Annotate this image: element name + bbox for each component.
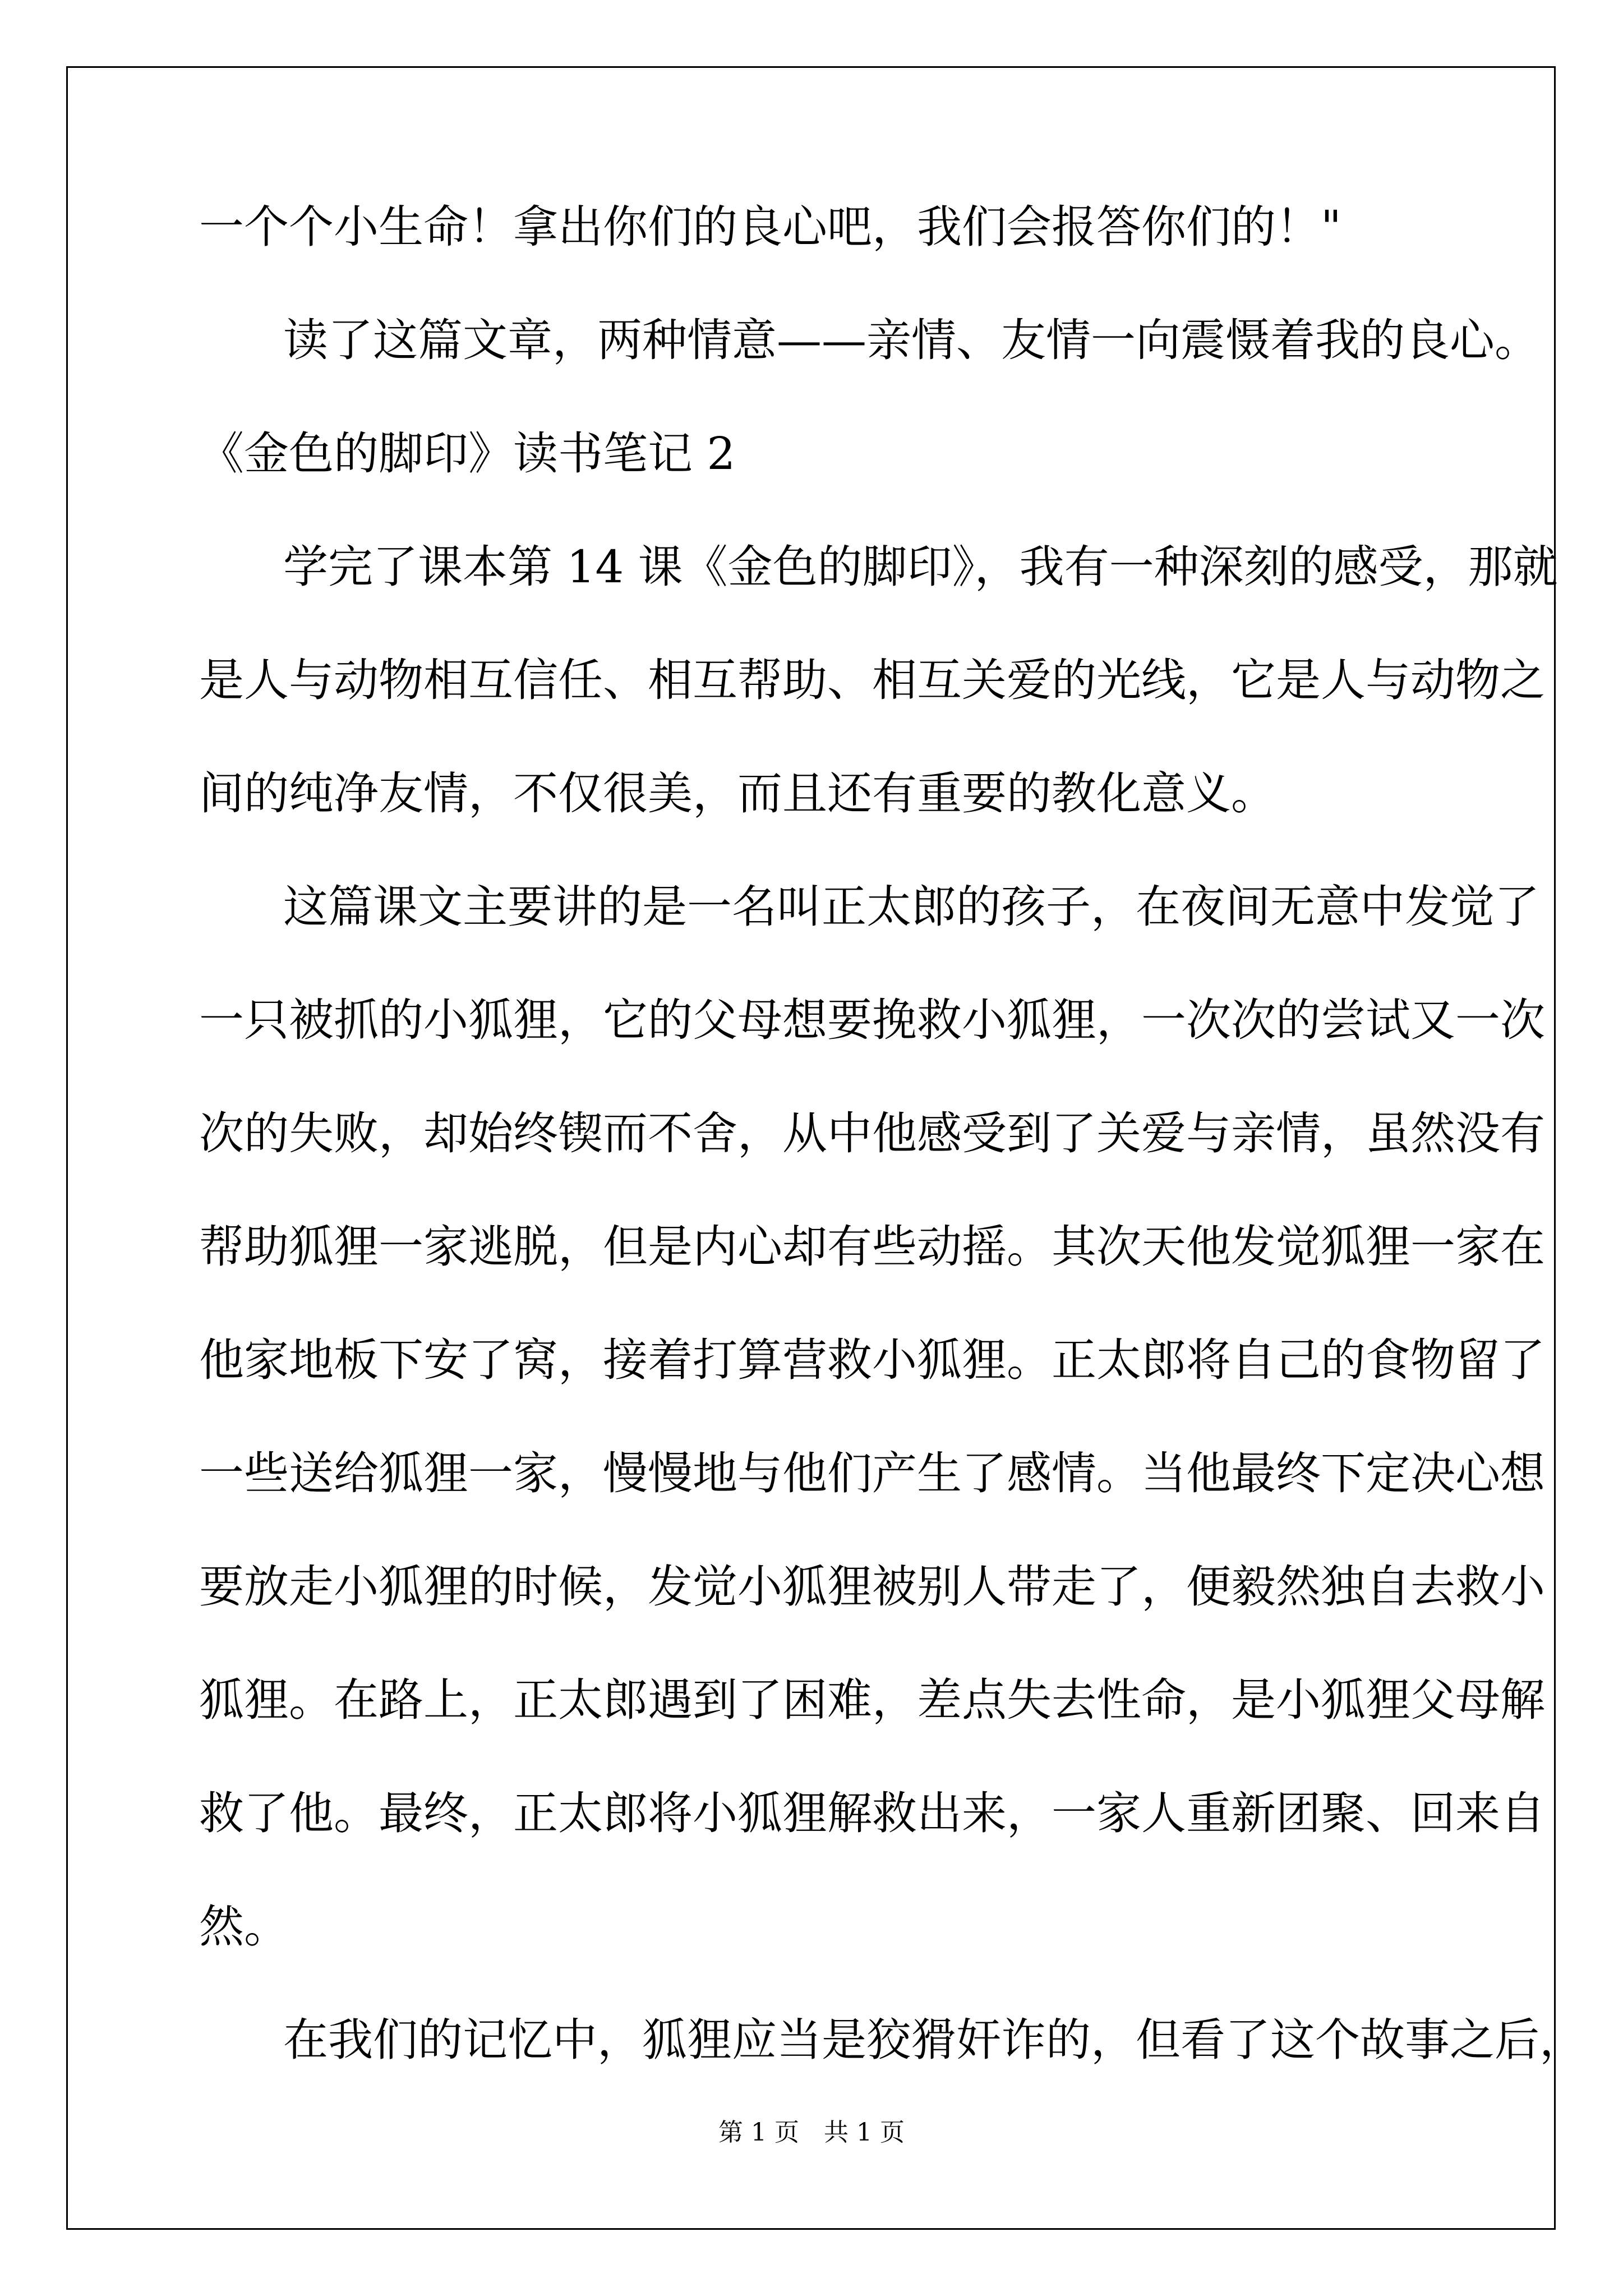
text-line: 然。 <box>199 1901 289 1953</box>
section-title: 《金色的脚印》读书笔记 2 <box>199 427 736 480</box>
text-line: 在我们的记忆中，狐狸应当是狡猾奸诈的，但看了这个故事之后， <box>283 2014 1584 2066</box>
page-footer: 第 1 页 共 1 页 <box>718 2118 905 2147</box>
text-line: 帮助狐狸一家逃脱，但是内心却有些动摇。其次天他发觉狐狸一家在 <box>199 1221 1545 1273</box>
text-line: 学完了课本第 14 课《金色的脚印》，我有一种深刻的感受，那就 <box>283 541 1558 593</box>
text-line: 读了这篇文章，两种情意——亲情、友情一向震慑着我的良心。 <box>283 314 1539 366</box>
text-line: 次的失败，却始终锲而不舍，从中他感受到了关爱与亲情，虽然没有 <box>199 1107 1545 1159</box>
text-line: 一些送给狐狸一家，慢慢地与他们产生了感情。当他最终下定决心想 <box>199 1447 1545 1499</box>
text-line: 他家地板下安了窝，接着打算营救小狐狸。正太郎将自己的食物留了 <box>199 1334 1545 1386</box>
text-line: 狐狸。在路上，正太郎遇到了困难，差点失去性命，是小狐狸父母解 <box>199 1674 1545 1726</box>
text-line: 一只被抓的小狐狸，它的父母想要挽救小狐狸，一次次的尝试又一次 <box>199 994 1545 1046</box>
text-line: 间的纯净友情，不仅很美，而且还有重要的教化意义。 <box>199 767 1276 820</box>
text-line: 一个个小生命！拿出你们的良心吧，我们会报答你们的！" <box>199 201 1341 253</box>
text-line: 要放走小狐狸的时候，发觉小狐狸被别人带走了，便毅然独自去救小 <box>199 1561 1545 1613</box>
text-line: 救了他。最终，正太郎将小狐狸解救出来，一家人重新团聚、回来自 <box>199 1787 1545 1839</box>
text-line: 这篇课文主要讲的是一名叫正太郎的孩子，在夜间无意中发觉了 <box>283 881 1539 933</box>
text-line: 是人与动物相互信任、相互帮助、相互关爱的光线，它是人与动物之 <box>199 654 1545 706</box>
